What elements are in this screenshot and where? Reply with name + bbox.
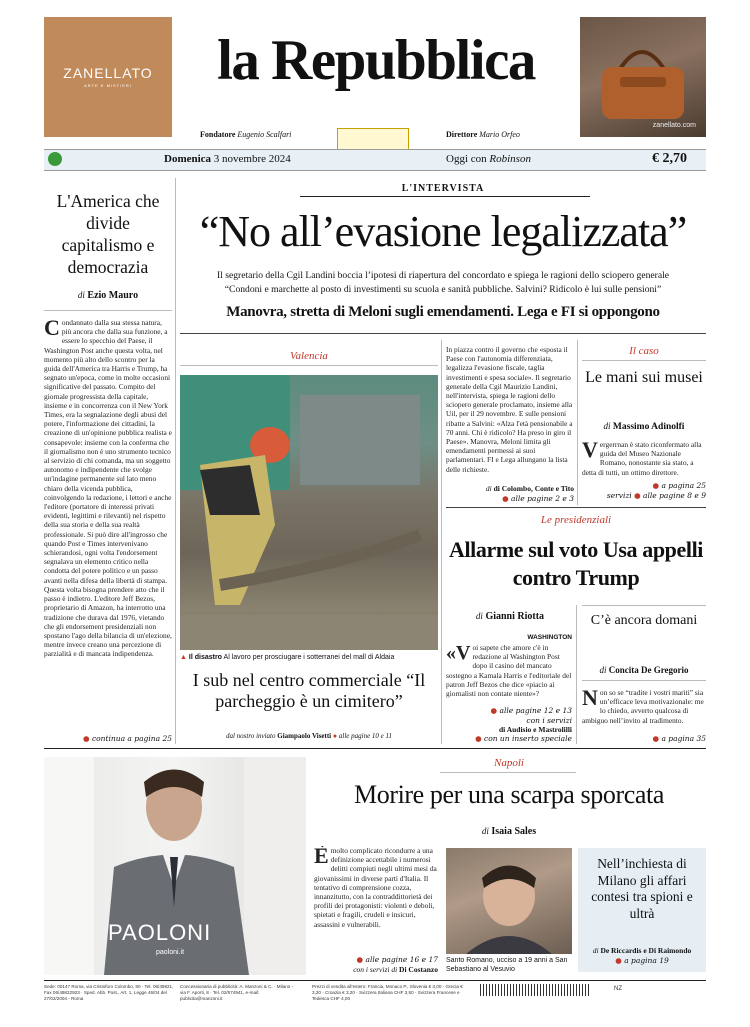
founder-name: Eugenio Scalfari [237, 130, 292, 139]
date-value: 3 novembre 2024 [213, 153, 291, 165]
pres-author[interactable]: Gianni Riotta [485, 611, 545, 622]
napoli-kicker: Napoli [494, 757, 524, 769]
lead-summary-1: Il segretario della Cgil Landini boccia l’ipotesi di riapertura del concordato e spiega le ragioni dello sciopero generale [216, 270, 670, 281]
valencia-byline-name[interactable]: Giampaolo Visetti [277, 732, 332, 740]
ancora-body-text: on so se “tradite i vostri mariti” sia un’efficace leva motivazionale: me lo chiedo, avverto qualcosa di ambiguo nell’invito al tradimento. [582, 688, 704, 725]
milano-pages-text: a pagina 19 [624, 956, 669, 965]
masthead-title[interactable]: la Repubblica [217, 29, 535, 92]
director-line [446, 130, 520, 139]
caso-body-text: ergerrnan è stato riconfermato alla guida del Museo Nazionale Romano, nonostante sia stato, a detta di tutti, un ottimo direttore. [582, 440, 702, 476]
milano-headline: Nell’inchiesta di Milano gli affari contesi tra spioni e ultrà [591, 856, 693, 921]
napoli-dropcap: È [314, 846, 329, 868]
ad-right-caption: zanellato.com [652, 122, 696, 129]
napoli-body [314, 846, 438, 948]
editorial-body [44, 318, 172, 732]
ancora-body [582, 688, 706, 732]
ad-bottom-sub: paoloni.it [156, 949, 185, 956]
lead-body: In piazza contro il governo che «sposta il Paese con l'autonomia differenziata, legalizza l'evasione fiscale, taglia investimenti e spesa sociale». Il segretario generale della Cgil Maurizio Landini, nell'intervista, spiega le ragioni dello sciopero generale proclamato, insieme alla Uil, per il 29 novembre. E sulle pensioni ribatte a Salvini: «Alza l'età pensionabile a 70 anni. Chi è ridicolo? Ha preso in giro il Paese». Manovra, Meloni limita gli emendamenti permessi ai suoi parlamentari. FI e Lega allungano la lista delle richieste. [446, 345, 573, 474]
pres-servizi: con i servizi [526, 716, 572, 725]
caso-pages2[interactable]: servizi ● alle pagine 8 e 9 [606, 491, 706, 500]
valencia-kicker: Valencia [290, 350, 328, 362]
pres-author-prefix: di [475, 611, 483, 621]
napoli-byline [312, 826, 706, 837]
director-name: Mario Orfeo [479, 130, 520, 139]
footer-code: NZ [614, 986, 622, 992]
pres-pages-text: alle pagine 12 e 13 [499, 706, 572, 715]
napoli-pages[interactable]: ● alle pagine 16 e 17 [356, 955, 438, 964]
pres-dropcap: V [456, 643, 471, 664]
caso-author-prefix: di [603, 421, 611, 431]
napoli-servizi-text: con i servizi di [353, 965, 398, 974]
caso-pages2-text: alle pagine 8 e 9 [643, 491, 706, 500]
editorial-title[interactable]: L'America che divide capitalismo e democrazia [56, 191, 160, 277]
price: € 2,70 [652, 151, 687, 166]
caso-dropcap: V [582, 440, 598, 462]
valencia-caption-name: Il disastro [188, 654, 222, 661]
milano-box[interactable] [578, 848, 706, 972]
caso-byline [582, 421, 706, 432]
pres-byline [446, 611, 574, 622]
ancora-byline [582, 665, 706, 675]
napoli-author-prefix: di [481, 826, 489, 836]
director-label: Direttore [446, 130, 478, 139]
ad-left-sub: ARTE E MISTIERI [84, 83, 132, 88]
supplement-line [446, 153, 531, 165]
caso-headline[interactable]: Le mani sui musei [585, 369, 703, 386]
pres-insert-text: con un inserto speciale [484, 734, 572, 743]
ad-bottom-brand: PAOLONI [108, 920, 212, 945]
recycle-icon [48, 152, 62, 166]
footer-col3: Prezzi di vendita all’estero: Francia, Monaco P., Slovenia € 3,00 · Grecia € 3,20 · Croazia € 3,20 · Svizzera Italiana CHF 3,50 · Svizzera Francese e Tedesca CHF 4,00 [312, 984, 463, 1001]
pres-insert: ● con un inserto speciale [475, 734, 572, 743]
barcode-icon [480, 984, 590, 996]
pres-dateline: WASHINGTON [527, 634, 572, 641]
napoli-author[interactable]: Isaia Sales [491, 826, 537, 837]
lead-kicker: L'INTERVISTA [401, 183, 485, 194]
editorial-body-text: ondannato dalla sua stessa natura, più ancora che dalla sua funzione, a essere lo specchio del Paese, il Washington Post anche questa volta, nel momento più alto dello scontro per la guida dell'America tra Harris e Trump, ha segnato un'epoca, come in molte occasioni significative del passato. Compito del giornale progressista della capitale, insieme e in concorrenza con il New York Times, era la segnalazione degli abusi del potere, l'informazione dei cittadini, la creazione di un'opinione pubblica realista e consapevole: insieme con la conferma che il giornalismo non è uno strumento tecnico al servizio di chi comanda, ma un soggetto autonomo e indipendente che svolge un'indagine permanente sul lato meno chiaro della vicenda pubblica, coinvolgendo la redazione, i lettori e anche l'editore (portatore di interessi privati evidenti, legittimi e rilevanti) nel rispetto della sua storia e della sua realtà professionale. Si può dire all'ingrosso che quando Post e Times intervenivano schierandosi, ogni volta l'endorsement segnalava un elemento critico nella condotta del potere politico e un passo avanti nella difesa della libertà di stampa. Questa volta bisogna prendere atto che il passo è indietro. L'editore Jeff Bezos, proprietario di Amazon, ha interrotto una tradizione che durava dal 1976, vietando che gli endorsement presidenziali non spostano l'ago della bilancia di un'elezione, mentre invece creano una percezione di parzialità e di mancata indipendenza. [44, 318, 172, 659]
valencia-byline-prefix: dal nostro inviato [225, 732, 276, 740]
founder-label: Fondatore [200, 130, 236, 139]
valencia-pages[interactable]: alle pagine 10 e 11 [338, 732, 393, 740]
rescuer-figure [180, 375, 438, 650]
editorial-byline [52, 290, 164, 301]
milano-author[interactable]: De Riccardis e Di Raimondo [600, 946, 692, 955]
portrait-figure [446, 848, 572, 954]
lead-pages[interactable]: ● alle pagine 2 e 3 [502, 494, 574, 503]
milano-pages[interactable]: ● a pagina 19 [615, 956, 669, 965]
editorial-author-prefix: di [77, 290, 85, 300]
date-line [164, 153, 291, 165]
editorial-author[interactable]: Ezio Mauro [87, 290, 139, 301]
editorial-dropcap: C [44, 318, 60, 340]
lead-summary-2: “Condoni e marchette al posto di investimenti su scuola e sanità pubbliche. Salvini? Ridicolo è lui sulle pensioni” [224, 284, 662, 295]
milano-author-prefix: di [592, 946, 599, 955]
ancora-dropcap: N [582, 688, 598, 710]
editorial-continue-text: continua a pagina 25 [91, 734, 172, 743]
footer-col2: Concessionaria di pubblicità: A. Manzoni & C. · Milano - via F. Aporti, 8 · Tel. 02/574941, e-mail: publicita@manzoni.it [180, 984, 294, 1001]
bag-icon [580, 17, 706, 137]
napoli-body-text: molto complicato ricondurre a una definizione accettabile i numerosi delitti compiuti negli ultimi mesi da giovanissimi in diverse parti d'Italia. Il tentativo di comprensione cozza, innanzitutto, con la contraddittorietà dei profili dei protagonisti: violenti e deboli, spietati e fragili, crudeli e insicuri, assassini e vulnerabili. [314, 846, 437, 929]
editorial-continue[interactable]: ● continua a pagina 25 [83, 734, 172, 743]
napoli-headline[interactable]: Morire per una scarpa sporcata [354, 780, 664, 809]
ancora-author[interactable]: Concita De Gregorio [608, 665, 689, 675]
lead-authors-text[interactable]: di Colombo, Conte e Tito [493, 484, 574, 493]
napoli-pages-text: alle pagine 16 e 17 [365, 955, 438, 964]
lead-pages-text: alle pagine 2 e 3 [511, 494, 574, 503]
pres-headline[interactable]: Allarme sul voto Usa appelli contro Trump [448, 537, 704, 590]
lead-subhead[interactable]: Manovra, stretta di Meloni sugli emendamenti. Lega e FI si oppongono [226, 304, 660, 320]
ancora-author-prefix: di [599, 665, 607, 675]
valencia-caption-text: Al lavoro per prosciugare i sotterranei del mall di Aldaia [223, 654, 395, 661]
pres-authors2[interactable]: di Audisio e Mastrolilli [499, 725, 572, 734]
date-day: Domenica [164, 153, 212, 165]
valencia-caption: ▲ Il disastro Al lavoro per prosciugare i sotterranei del mall di Aldaia [180, 654, 395, 661]
valencia-byline: dal nostro inviato Giampaolo Visetti ● alle pagine 10 e 11 [225, 732, 393, 740]
caso-kicker: Il caso [629, 345, 659, 357]
lead-authors: di di Colombo, Conte e Tito [485, 484, 574, 493]
date-bar [44, 149, 706, 171]
napoli-authors2[interactable]: Di Costanzo [399, 965, 438, 974]
caso-body [582, 440, 706, 476]
caso-servizi: servizi [606, 491, 632, 500]
founder-line [200, 130, 291, 139]
caso-pages-text: a pagina 25 [661, 481, 706, 490]
pres-body: «V oi sapete che amore c'è in redazione al Washington Post dopo il casino del mancato sostegno a Kamala Harris e l'editoriale del patron Jeff Bezos che dice «piacio ai giornalisti non contate niente»? [446, 643, 572, 699]
napoli-servizi [314, 965, 438, 974]
supplement-text: Oggi con [446, 153, 487, 165]
supplement-name: Robinson [489, 153, 531, 165]
ancora-pages[interactable]: ● a pagina 35 [652, 734, 706, 743]
valencia-headline[interactable]: I sub nel centro commerciale “Il parcheggio è un cimitero” [192, 670, 426, 711]
napoli-photo-caption [446, 956, 576, 974]
ad-left[interactable] [44, 17, 172, 137]
ancora-headline[interactable]: C’è ancora domani [590, 613, 698, 628]
ad-right[interactable] [580, 17, 706, 137]
caso-pages[interactable]: ● a pagina 25 [652, 481, 706, 490]
napoli-photo-caption-text: Santo Romano, ucciso a 19 anni a San Sebastiano al Vesuvio [446, 957, 568, 973]
pres-body-text: oi sapete che amore c'è in redazione al Washington Post dopo il casino del mancato sostegno a Kamala Harris e l'editoriale del patron Jeff Bezos che dice «piacio ai giornalisti non contate niente»? [446, 643, 572, 699]
ancora-pages-text: a pagina 35 [661, 734, 706, 743]
footer-col1: Sede: 00147 Roma, via Cristoforo Colombo, 90 · Tel. 06/49821, Fax 06/49822923 · Sped. Abb. Post., Art. 1, Legge 46/04 del 27/02/2004 - Roma [44, 984, 174, 1001]
caso-author[interactable]: Massimo Adinolfi [612, 422, 685, 432]
milano-byline [582, 946, 702, 955]
ad-left-brand: ZANELLATO [63, 65, 153, 81]
lead-headline[interactable]: “No all’evasione legalizzata” [199, 207, 687, 256]
pres-kicker: Le presidenziali [540, 514, 612, 526]
valencia-photo[interactable] [180, 375, 438, 650]
pres-pages[interactable]: ● alle pagine 12 e 13 [490, 706, 572, 715]
napoli-photo[interactable] [446, 848, 572, 954]
ad-bottom[interactable] [44, 757, 306, 975]
